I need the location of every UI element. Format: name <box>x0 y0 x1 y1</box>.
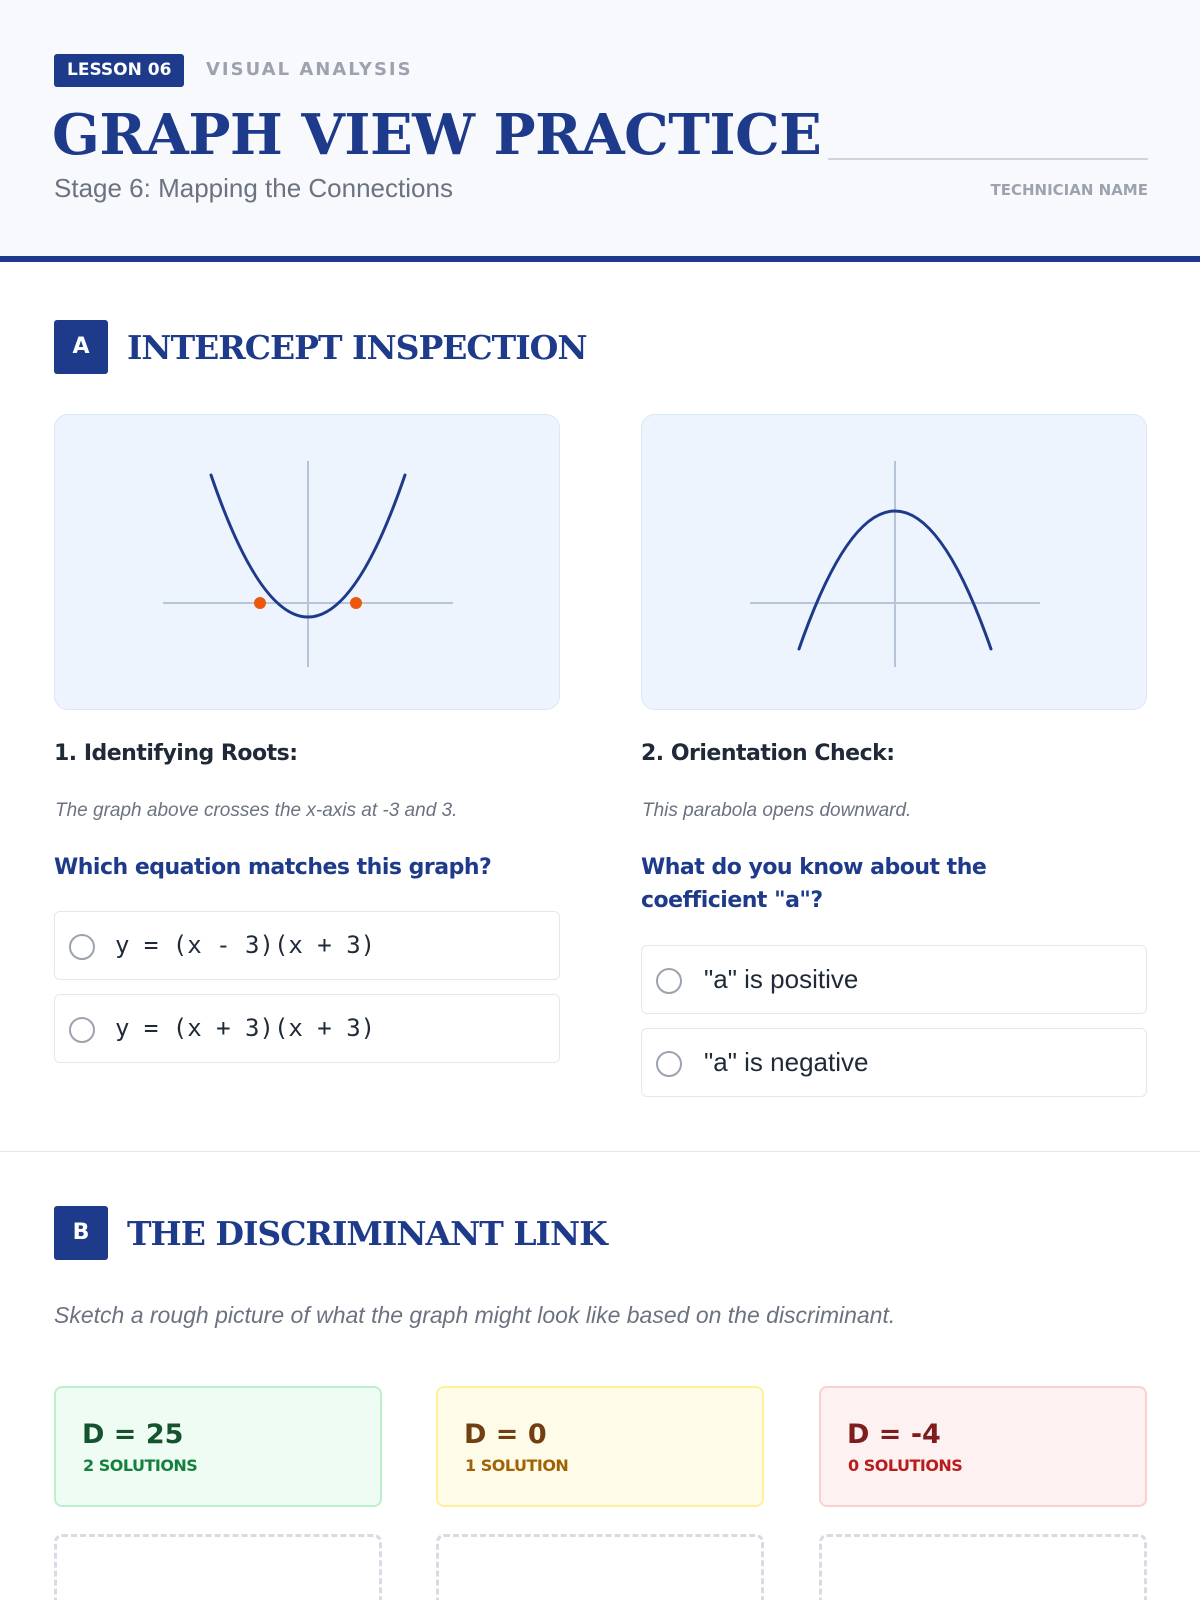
radio-button[interactable] <box>69 934 95 960</box>
downward-parabola-graph <box>641 414 1147 710</box>
discriminant-value: D = -4 <box>847 1419 941 1450</box>
sketch-area-positive[interactable] <box>54 1534 382 1600</box>
q1-title: 1. Identifying Roots: <box>54 741 298 766</box>
q2-title: 2. Orientation Check: <box>641 741 895 766</box>
section-divider <box>0 1151 1200 1152</box>
option-label: "a" is positive <box>704 964 859 994</box>
solution-count: 0 SOLUTIONS <box>848 1456 963 1475</box>
section-b-title: THE DISCRIMINANT LINK <box>127 1214 607 1253</box>
discriminant-value: D = 25 <box>82 1419 184 1450</box>
section-b-instruction: Sketch a rough picture of what the graph might look like based on the discriminant. <box>54 1302 896 1328</box>
q2-question: What do you know about the coefficient "a"? <box>641 855 987 913</box>
sketch-area-negative[interactable] <box>819 1534 1147 1600</box>
q2-note: This parabola opens downward. <box>642 800 912 821</box>
q1-note: The graph above crosses the x-axis at -3 and 3. <box>55 800 458 821</box>
root-point-right <box>350 597 362 609</box>
section-a-title: INTERCEPT INSPECTION <box>127 328 587 367</box>
solution-count: 1 SOLUTION <box>465 1456 569 1475</box>
upward-parabola-graph <box>54 414 560 710</box>
discriminant-card-negative <box>819 1386 1147 1507</box>
lesson-badge: LESSON 06 <box>54 54 184 87</box>
worksheet-header <box>0 0 1200 262</box>
radio-button[interactable] <box>656 968 682 994</box>
q2-option-2[interactable] <box>641 1028 1147 1097</box>
q1-option-1[interactable] <box>54 911 560 980</box>
option-label: y = (x + 3)(x + 3) <box>115 1014 376 1042</box>
q1-question: Which equation matches this graph? <box>54 855 492 880</box>
option-label: y = (x - 3)(x + 3) <box>115 931 376 959</box>
discriminant-value: D = 0 <box>464 1419 547 1450</box>
root-point-left <box>254 597 266 609</box>
option-label: "a" is negative <box>704 1047 869 1077</box>
section-b-badge: B <box>54 1206 108 1260</box>
sketch-area-zero[interactable] <box>436 1534 764 1600</box>
q2-option-1[interactable] <box>641 945 1147 1014</box>
page-title: GRAPH VIEW PRACTICE <box>52 102 822 168</box>
discriminant-card-positive <box>54 1386 382 1507</box>
section-a-badge: A <box>54 320 108 374</box>
radio-button[interactable] <box>656 1051 682 1077</box>
page-subtitle: Stage 6: Mapping the Connections <box>54 173 453 203</box>
radio-button[interactable] <box>69 1017 95 1043</box>
solution-count: 2 SOLUTIONS <box>83 1456 198 1475</box>
technician-name-field[interactable] <box>828 158 1148 160</box>
technician-name-label: TECHNICIAN NAME <box>990 181 1148 199</box>
lesson-topic: VISUAL ANALYSIS <box>206 59 413 80</box>
discriminant-card-zero <box>436 1386 764 1507</box>
q1-option-2[interactable] <box>54 994 560 1063</box>
